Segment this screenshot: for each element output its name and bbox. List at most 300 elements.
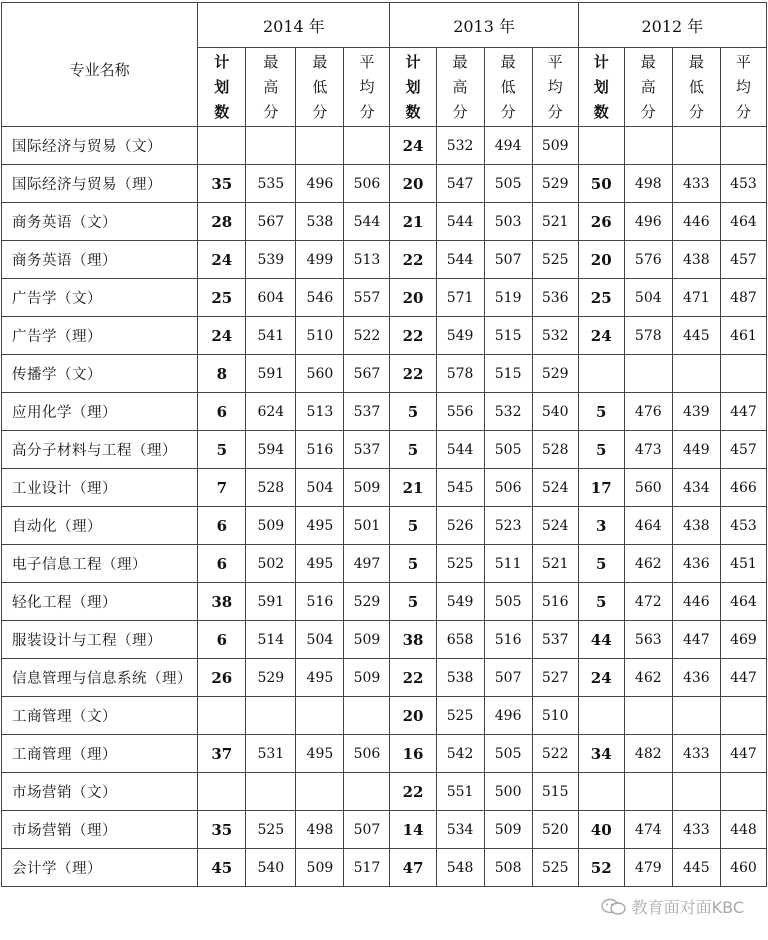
min-score-cell: 494 (484, 127, 532, 165)
avg-score-cell: 509 (344, 659, 390, 697)
avg-score-cell: 522 (344, 317, 390, 355)
avg-score-cell: 520 (532, 811, 578, 849)
min-score-cell: 513 (296, 393, 344, 431)
min-score-cell: 519 (484, 279, 532, 317)
plan-count-cell: 26 (578, 203, 624, 241)
plan-count-cell (578, 127, 624, 165)
max-score-cell (624, 355, 672, 393)
major-name-cell: 商务英语（文） (2, 203, 198, 241)
min-score-cell (296, 773, 344, 811)
avg-score-cell (344, 127, 390, 165)
avg-score-cell: 557 (344, 279, 390, 317)
min-score-cell (672, 773, 720, 811)
avg-score-cell: 524 (532, 507, 578, 545)
min-score-cell: 499 (296, 241, 344, 279)
major-name-cell: 会计学（理） (2, 849, 198, 887)
plan-count-cell: 25 (198, 279, 246, 317)
avg-score-cell: 506 (344, 165, 390, 203)
table-row (2, 317, 767, 355)
min-score-cell: 438 (672, 507, 720, 545)
max-score-cell (624, 127, 672, 165)
min-score-cell: 446 (672, 583, 720, 621)
min-score-cell: 516 (296, 583, 344, 621)
avg-score-cell: 510 (532, 697, 578, 735)
avg-score-cell: 501 (344, 507, 390, 545)
avg-score-cell: 506 (344, 735, 390, 773)
min-score-cell: 495 (296, 659, 344, 697)
major-name-cell: 广告学（文） (2, 279, 198, 317)
avg-score-cell: 529 (532, 165, 578, 203)
avg-score-cell: 457 (720, 241, 766, 279)
min-score-cell: 436 (672, 659, 720, 697)
plan-count-cell: 22 (390, 317, 436, 355)
max-score-cell: 482 (624, 735, 672, 773)
avg-score-cell: 516 (532, 583, 578, 621)
min-score-cell: 506 (484, 469, 532, 507)
table-body (2, 127, 767, 887)
min-score-cell (296, 127, 344, 165)
major-name-cell: 工业设计（理） (2, 469, 198, 507)
min-score-cell: 510 (296, 317, 344, 355)
min-score-cell: 433 (672, 735, 720, 773)
avg-score-cell: 497 (344, 545, 390, 583)
avg-score-cell: 451 (720, 545, 766, 583)
watermark-text: 教育面对面KBC (631, 898, 744, 917)
min-score-cell: 436 (672, 545, 720, 583)
min-score-cell: 505 (484, 583, 532, 621)
avg-score-cell: 469 (720, 621, 766, 659)
min-score-cell: 495 (296, 735, 344, 773)
min-score-cell: 438 (672, 241, 720, 279)
min-score-cell: 433 (672, 811, 720, 849)
table-row (2, 773, 767, 811)
major-name-cell: 信息管理与信息系统（理） (2, 659, 198, 697)
min-score-cell: 505 (484, 735, 532, 773)
max-score-cell: 462 (624, 659, 672, 697)
max-score-cell: 556 (436, 393, 484, 431)
major-name-cell: 应用化学（理） (2, 393, 198, 431)
min-score-cell (672, 355, 720, 393)
major-name-cell: 工商管理（文） (2, 697, 198, 735)
plan-count-cell: 5 (390, 393, 436, 431)
year-header-2013: 2013 年 (390, 3, 578, 48)
max-score-cell: 526 (436, 507, 484, 545)
major-name-cell: 市场营销（文） (2, 773, 198, 811)
plan-count-cell: 24 (198, 241, 246, 279)
max-score-cell: 538 (436, 659, 484, 697)
major-name-cell: 轻化工程（理） (2, 583, 198, 621)
avg-score-cell: 507 (344, 811, 390, 849)
max-score-cell: 525 (436, 545, 484, 583)
plan-count-cell: 35 (198, 811, 246, 849)
min-score-cell: 516 (296, 431, 344, 469)
max-score-cell: 476 (624, 393, 672, 431)
table-row (2, 469, 767, 507)
admission-score-table (1, 2, 767, 887)
avg-score-cell: 532 (532, 317, 578, 355)
table-row (2, 583, 767, 621)
sub-header-min-score: 最 低 分 (484, 48, 532, 127)
plan-count-cell: 47 (390, 849, 436, 887)
min-score-cell: 505 (484, 431, 532, 469)
plan-count-cell: 20 (390, 165, 436, 203)
sub-header-min-score: 最 低 分 (672, 48, 720, 127)
avg-score-cell: 524 (532, 469, 578, 507)
plan-count-cell: 34 (578, 735, 624, 773)
min-score-cell: 445 (672, 317, 720, 355)
max-score-cell (246, 127, 296, 165)
max-score-cell: 479 (624, 849, 672, 887)
avg-score-cell: 528 (532, 431, 578, 469)
max-score-cell: 576 (624, 241, 672, 279)
min-score-cell: 507 (484, 241, 532, 279)
min-score-cell: 509 (296, 849, 344, 887)
min-score-cell: 523 (484, 507, 532, 545)
plan-count-cell: 28 (198, 203, 246, 241)
plan-count-cell (198, 697, 246, 735)
max-score-cell: 591 (246, 583, 296, 621)
avg-score-cell: 464 (720, 203, 766, 241)
min-score-cell: 434 (672, 469, 720, 507)
min-score-cell: 505 (484, 165, 532, 203)
plan-count-cell: 38 (390, 621, 436, 659)
min-score-cell: 516 (484, 621, 532, 659)
avg-score-cell: 460 (720, 849, 766, 887)
avg-score-cell: 447 (720, 393, 766, 431)
max-score-cell: 535 (246, 165, 296, 203)
plan-count-cell: 6 (198, 621, 246, 659)
plan-count-cell: 3 (578, 507, 624, 545)
max-score-cell: 496 (624, 203, 672, 241)
avg-score-cell: 453 (720, 165, 766, 203)
min-score-cell: 511 (484, 545, 532, 583)
max-score-cell: 544 (436, 431, 484, 469)
min-score-cell: 504 (296, 469, 344, 507)
min-score-cell: 515 (484, 317, 532, 355)
plan-count-cell: 50 (578, 165, 624, 203)
avg-score-cell: 540 (532, 393, 578, 431)
min-score-cell (672, 127, 720, 165)
plan-count-cell: 25 (578, 279, 624, 317)
major-name-cell: 传播学（文） (2, 355, 198, 393)
avg-score-cell: 509 (344, 621, 390, 659)
sub-header-plan-count: 计 划 数 (198, 48, 246, 127)
major-name-cell: 国际经济与贸易（理） (2, 165, 198, 203)
max-score-cell (246, 773, 296, 811)
min-score-cell: 445 (672, 849, 720, 887)
max-score-cell: 563 (624, 621, 672, 659)
major-name-cell: 工商管理（理） (2, 735, 198, 773)
plan-count-cell: 5 (578, 431, 624, 469)
plan-count-cell (578, 773, 624, 811)
max-score-cell: 525 (246, 811, 296, 849)
plan-count-cell: 8 (198, 355, 246, 393)
max-score-cell: 528 (246, 469, 296, 507)
avg-score-cell: 509 (532, 127, 578, 165)
avg-score-cell: 447 (720, 659, 766, 697)
avg-score-cell (720, 355, 766, 393)
max-score-cell: 548 (436, 849, 484, 887)
major-name-header: 专业名称 (2, 3, 198, 127)
table-row (2, 279, 767, 317)
plan-count-cell: 5 (578, 393, 624, 431)
avg-score-cell: 448 (720, 811, 766, 849)
plan-count-cell: 20 (390, 279, 436, 317)
plan-count-cell: 22 (390, 773, 436, 811)
max-score-cell: 542 (436, 735, 484, 773)
max-score-cell: 462 (624, 545, 672, 583)
plan-count-cell: 17 (578, 469, 624, 507)
min-score-cell: 439 (672, 393, 720, 431)
table-row (2, 849, 767, 887)
max-score-cell: 578 (436, 355, 484, 393)
table-row (2, 545, 767, 583)
max-score-cell: 604 (246, 279, 296, 317)
sub-header-plan-count: 计 划 数 (578, 48, 624, 127)
plan-count-cell: 14 (390, 811, 436, 849)
min-score-cell: 500 (484, 773, 532, 811)
major-name-cell: 广告学（理） (2, 317, 198, 355)
major-name-cell: 服装设计与工程（理） (2, 621, 198, 659)
plan-count-cell: 44 (578, 621, 624, 659)
max-score-cell: 504 (624, 279, 672, 317)
table-row (2, 507, 767, 545)
max-score-cell: 591 (246, 355, 296, 393)
max-score-cell: 545 (436, 469, 484, 507)
plan-count-cell: 16 (390, 735, 436, 773)
plan-count-cell: 6 (198, 545, 246, 583)
major-name-cell: 自动化（理） (2, 507, 198, 545)
max-score-cell: 544 (436, 203, 484, 241)
min-score-cell: 504 (296, 621, 344, 659)
sub-header-max-score: 最 高 分 (436, 48, 484, 127)
min-score-cell: 538 (296, 203, 344, 241)
plan-count-cell: 6 (198, 393, 246, 431)
plan-count-cell: 40 (578, 811, 624, 849)
plan-count-cell: 21 (390, 469, 436, 507)
plan-count-cell: 5 (390, 545, 436, 583)
avg-score-cell: 521 (532, 203, 578, 241)
sub-header-max-score: 最 高 分 (624, 48, 672, 127)
max-score-cell: 567 (246, 203, 296, 241)
min-score-cell (296, 697, 344, 735)
avg-score-cell: 525 (532, 849, 578, 887)
min-score-cell: 447 (672, 621, 720, 659)
avg-score-cell: 567 (344, 355, 390, 393)
min-score-cell: 498 (296, 811, 344, 849)
plan-count-cell (578, 355, 624, 393)
min-score-cell: 471 (672, 279, 720, 317)
max-score-cell: 541 (246, 317, 296, 355)
wechat-icon (601, 898, 627, 916)
plan-count-cell (578, 697, 624, 735)
plan-count-cell: 5 (390, 431, 436, 469)
min-score-cell: 449 (672, 431, 720, 469)
avg-score-cell: 466 (720, 469, 766, 507)
avg-score-cell: 515 (532, 773, 578, 811)
avg-score-cell: 529 (344, 583, 390, 621)
avg-score-cell (720, 697, 766, 735)
plan-count-cell: 26 (198, 659, 246, 697)
max-score-cell: 578 (624, 317, 672, 355)
watermark (601, 895, 744, 918)
plan-count-cell: 52 (578, 849, 624, 887)
avg-score-cell: 521 (532, 545, 578, 583)
plan-count-cell: 22 (390, 355, 436, 393)
avg-score-cell: 544 (344, 203, 390, 241)
max-score-cell: 514 (246, 621, 296, 659)
avg-score-cell: 517 (344, 849, 390, 887)
min-score-cell: 546 (296, 279, 344, 317)
max-score-cell: 498 (624, 165, 672, 203)
min-score-cell: 495 (296, 545, 344, 583)
sub-header-max-score: 最 高 分 (246, 48, 296, 127)
plan-count-cell: 24 (390, 127, 436, 165)
sub-header-avg-score: 平 均 分 (344, 48, 390, 127)
min-score-cell: 496 (296, 165, 344, 203)
min-score-cell: 507 (484, 659, 532, 697)
max-score-cell: 544 (436, 241, 484, 279)
max-score-cell: 531 (246, 735, 296, 773)
major-name-cell: 高分子材料与工程（理） (2, 431, 198, 469)
max-score-cell: 547 (436, 165, 484, 203)
min-score-cell: 508 (484, 849, 532, 887)
min-score-cell: 495 (296, 507, 344, 545)
max-score-cell: 534 (436, 811, 484, 849)
avg-score-cell: 461 (720, 317, 766, 355)
table-row (2, 241, 767, 279)
max-score-cell: 549 (436, 317, 484, 355)
max-score-cell: 571 (436, 279, 484, 317)
max-score-cell: 502 (246, 545, 296, 583)
max-score-cell: 474 (624, 811, 672, 849)
table-row (2, 735, 767, 773)
plan-count-cell: 24 (198, 317, 246, 355)
max-score-cell: 472 (624, 583, 672, 621)
max-score-cell: 540 (246, 849, 296, 887)
min-score-cell: 515 (484, 355, 532, 393)
max-score-cell: 529 (246, 659, 296, 697)
max-score-cell: 560 (624, 469, 672, 507)
min-score-cell: 446 (672, 203, 720, 241)
table-row (2, 393, 767, 431)
sub-header-avg-score: 平 均 分 (532, 48, 578, 127)
plan-count-cell: 5 (390, 507, 436, 545)
plan-count-cell: 22 (390, 659, 436, 697)
avg-score-cell: 447 (720, 735, 766, 773)
min-score-cell: 496 (484, 697, 532, 735)
plan-count-cell: 5 (578, 583, 624, 621)
avg-score-cell: 537 (344, 431, 390, 469)
min-score-cell: 503 (484, 203, 532, 241)
max-score-cell (246, 697, 296, 735)
min-score-cell (672, 697, 720, 735)
avg-score-cell: 522 (532, 735, 578, 773)
avg-score-cell: 453 (720, 507, 766, 545)
min-score-cell: 560 (296, 355, 344, 393)
major-name-cell: 电子信息工程（理） (2, 545, 198, 583)
plan-count-cell: 35 (198, 165, 246, 203)
sub-header-avg-score: 平 均 分 (720, 48, 766, 127)
avg-score-cell: 536 (532, 279, 578, 317)
min-score-cell: 433 (672, 165, 720, 203)
avg-score-cell: 487 (720, 279, 766, 317)
max-score-cell: 473 (624, 431, 672, 469)
max-score-cell: 594 (246, 431, 296, 469)
table-row (2, 431, 767, 469)
avg-score-cell (344, 773, 390, 811)
min-score-cell: 509 (484, 811, 532, 849)
plan-count-cell: 37 (198, 735, 246, 773)
avg-score-cell: 537 (344, 393, 390, 431)
avg-score-cell (720, 773, 766, 811)
max-score-cell: 464 (624, 507, 672, 545)
major-name-cell: 市场营销（理） (2, 811, 198, 849)
plan-count-cell: 20 (390, 697, 436, 735)
table-row (2, 355, 767, 393)
sub-header-min-score: 最 低 分 (296, 48, 344, 127)
avg-score-cell: 529 (532, 355, 578, 393)
max-score-cell: 509 (246, 507, 296, 545)
table-row (2, 811, 767, 849)
plan-count-cell: 21 (390, 203, 436, 241)
avg-score-cell: 457 (720, 431, 766, 469)
table-row (2, 203, 767, 241)
plan-count-cell: 24 (578, 659, 624, 697)
max-score-cell: 658 (436, 621, 484, 659)
plan-count-cell: 5 (390, 583, 436, 621)
major-name-cell: 国际经济与贸易（文） (2, 127, 198, 165)
table-row (2, 621, 767, 659)
plan-count-cell: 45 (198, 849, 246, 887)
table-row (2, 127, 767, 165)
max-score-cell: 539 (246, 241, 296, 279)
sub-header-plan-count: 计 划 数 (390, 48, 436, 127)
plan-count-cell: 22 (390, 241, 436, 279)
avg-score-cell: 464 (720, 583, 766, 621)
max-score-cell: 532 (436, 127, 484, 165)
major-name-cell: 商务英语（理） (2, 241, 198, 279)
max-score-cell: 624 (246, 393, 296, 431)
plan-count-cell: 24 (578, 317, 624, 355)
table-row (2, 165, 767, 203)
plan-count-cell: 7 (198, 469, 246, 507)
plan-count-cell: 6 (198, 507, 246, 545)
plan-count-cell: 38 (198, 583, 246, 621)
plan-count-cell: 5 (198, 431, 246, 469)
plan-count-cell: 20 (578, 241, 624, 279)
min-score-cell: 532 (484, 393, 532, 431)
max-score-cell: 549 (436, 583, 484, 621)
table-row (2, 659, 767, 697)
plan-count-cell (198, 773, 246, 811)
max-score-cell (624, 773, 672, 811)
avg-score-cell (344, 697, 390, 735)
plan-count-cell (198, 127, 246, 165)
year-header-2014: 2014 年 (198, 3, 390, 48)
avg-score-cell (720, 127, 766, 165)
max-score-cell: 525 (436, 697, 484, 735)
table-row (2, 697, 767, 735)
avg-score-cell: 537 (532, 621, 578, 659)
avg-score-cell: 513 (344, 241, 390, 279)
avg-score-cell: 525 (532, 241, 578, 279)
year-header-2012: 2012 年 (578, 3, 766, 48)
max-score-cell: 551 (436, 773, 484, 811)
avg-score-cell: 527 (532, 659, 578, 697)
avg-score-cell: 509 (344, 469, 390, 507)
plan-count-cell: 5 (578, 545, 624, 583)
